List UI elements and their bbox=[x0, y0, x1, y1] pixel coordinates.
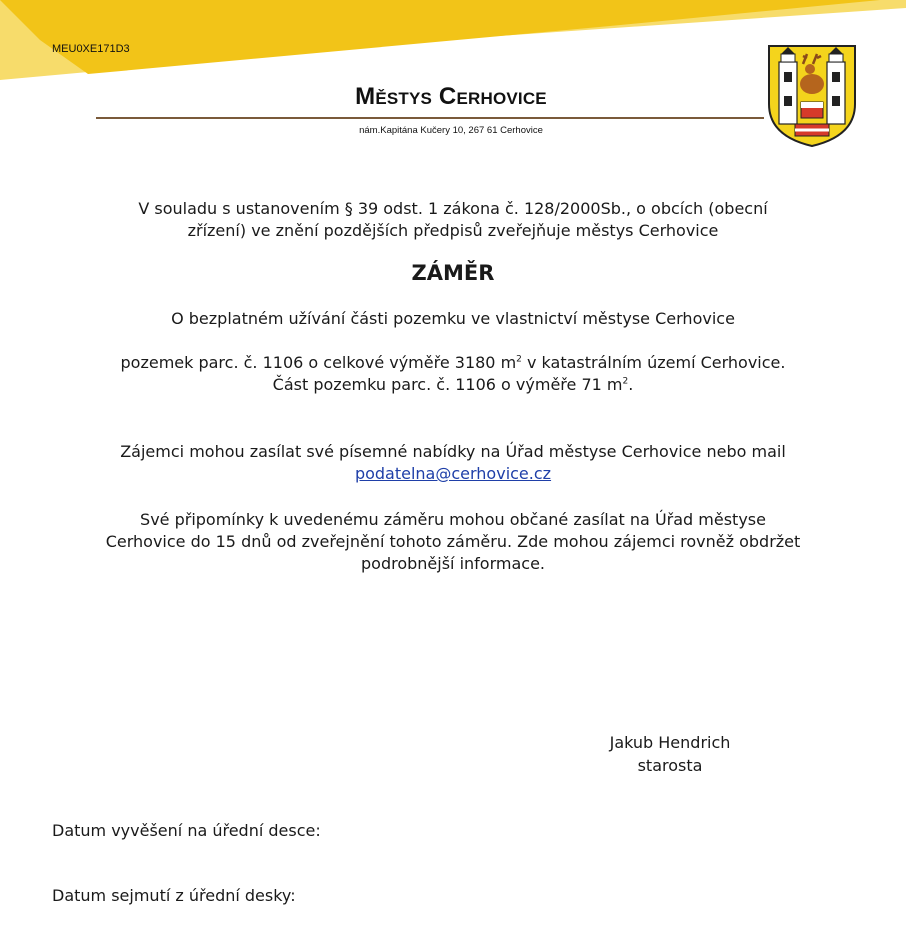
comments-text-line2: Cerhovice do 15 dnů od zveřejnění tohoto záměru. Zde mohou zájemci rovněž obdržet bbox=[105, 532, 801, 551]
organization-name: Městys Cerhovice bbox=[355, 83, 547, 110]
parcel-line2: Část pozemku parc. č. 1106 o výměře 71 $m^2$. bbox=[272, 375, 634, 394]
removed-date-label: Datum sejmutí z úřední desky: bbox=[52, 886, 296, 905]
title-rule bbox=[96, 117, 764, 119]
signatory-role: starosta bbox=[637, 756, 703, 775]
intro-text-line2: zřízení) ve znění pozdějších předpisů zveřejňuje městys Cerhovice bbox=[187, 221, 719, 240]
banner-yellow-band bbox=[0, 0, 880, 74]
intro-text-line1: V souladu s ustanovením § 39 odst. 1 zákona č. 128/2000Sb., o obcích (obecní bbox=[138, 199, 768, 218]
parcel-line1: pozemek parc. č. 1106 o celkové výměře 3180 $m^2$ v katastrálním území Cerhovice. bbox=[120, 353, 786, 372]
organization-address: nám.Kapitána Kučery 10, 267 61 Cerhovice bbox=[359, 125, 543, 136]
coat-of-arms-icon bbox=[767, 44, 857, 148]
document-code: MEU0XE171D3 bbox=[52, 43, 130, 55]
comments-text-line3: podrobnější informace. bbox=[361, 554, 545, 573]
subject-text: O bezplatném užívání části pozemku ve vlastnictví městyse Cerhovice bbox=[171, 309, 735, 328]
email-link[interactable]: podatelna@cerhovice.cz bbox=[354, 464, 552, 483]
comments-text-line1: Své připomínky k uvedenému záměru mohou občané zasílat na Úřad městyse bbox=[140, 510, 766, 529]
posted-date-label: Datum vyvěšení na úřední desce: bbox=[52, 821, 321, 840]
signatory-name: Jakub Hendrich bbox=[609, 733, 731, 752]
document-heading: ZÁMĚR bbox=[411, 261, 495, 285]
offers-text: Zájemci mohou zasílat své písemné nabídky na Úřad městyse Cerhovice nebo mail bbox=[120, 442, 786, 461]
